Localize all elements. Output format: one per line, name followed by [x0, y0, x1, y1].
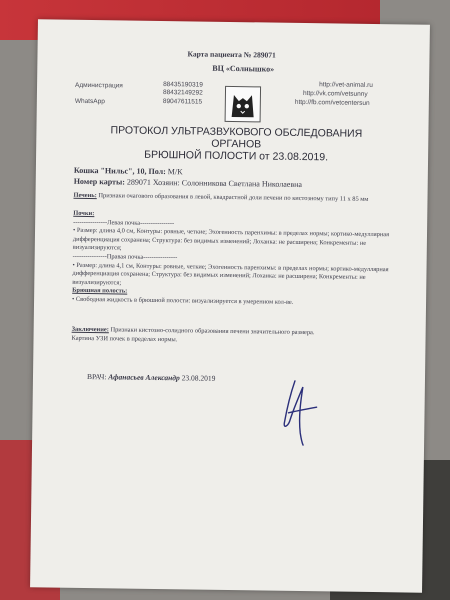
card-owner-value: 289071 Хозяин: Солонникова Светлана Николаевна [126, 177, 303, 189]
right-kidney-header: ----------------Правая почка---------------- [72, 252, 178, 262]
contact-label-admin: Администрация [75, 81, 123, 90]
doctor-date: 23.08.2019 [181, 373, 216, 383]
contact-link-site[interactable]: http://vet-animal.ru [319, 81, 373, 89]
doctor-signature [280, 377, 321, 448]
card-label: Карта пациента № [187, 49, 252, 60]
card-owner-line [74, 177, 302, 189]
doctor-name: Афанасьев Александр [108, 372, 180, 383]
animal-line [74, 166, 183, 177]
kidneys-section [72, 210, 393, 309]
animal-label: Кошка "Нильс", 10, Пол: [73, 165, 166, 177]
title-line-1: ПРОТОКОЛ УЛЬТРАЗВУКОВОГО ОБСЛЕДОВАНИЯ ОРГАНОВ [110, 124, 363, 151]
liver-section [73, 192, 393, 205]
contact-label-whatsapp: WhatsApp [74, 97, 105, 106]
contact-link-vk[interactable]: http://vk.com/vetsunny [302, 89, 368, 98]
card-number: 289071 [253, 50, 276, 60]
contact-link-fb[interactable]: http://fb.com/vetcentersun [294, 98, 370, 107]
contact-phone-1: 88435190319 [163, 81, 203, 89]
liver-text: Признаки очагового образования в левой, квадрастной доли печени по кистозному типу 11 х 85 мм [98, 192, 369, 203]
animal-sex: М/К [167, 167, 183, 177]
protocol-title [91, 124, 381, 164]
kidneys-label: Почки: [73, 209, 95, 218]
conclusion-text-2: Картина УЗИ почек в пределах нормы. [71, 334, 178, 343]
clinic-name: ВЦ «Солнышко» [212, 63, 275, 74]
abdominal-text: • Свободная жидкость в брюшной полости: визуализируется в умеренном кол-ве. [72, 295, 294, 306]
contact-phone-3: 89047611515 [162, 98, 203, 106]
card-number-label: Номер карты: [73, 176, 125, 187]
conclusion-section [71, 326, 391, 348]
liver-label: Печень: [73, 191, 97, 200]
clinic-cat-logo-icon [225, 86, 261, 122]
patient-card-header [187, 49, 275, 59]
title-line-2: БРЮШНОЙ ПОЛОСТИ от 23.08.2019. [144, 148, 329, 164]
contact-phone-2: 88432149292 [162, 89, 203, 97]
conclusion-label: Заключение: [71, 325, 109, 334]
protocol-document [30, 19, 430, 592]
doctor-line [87, 372, 216, 383]
conclusion-text: Признаки кистозно-солидного образования печени значительного размера. [110, 326, 315, 337]
abdominal-label: Брюшная полость: [72, 287, 128, 295]
doctor-label: ВРАЧ: [86, 372, 107, 382]
left-kidney-header: ----------------Левая почка---------------- [73, 218, 175, 227]
left-kidney-text: • Размер: длина 4,0 см, Контуры: ровные, четкие; Эхогенность паренхимы: в пределах нормы; кортико-медуллярная дифференциация сохранена; Структура: без видимых изменений; Лоханка: не расширена; Конкременты: не визуализируются; [72, 226, 390, 252]
right-kidney-text: • Размер: длина 4,1 см, Контуры: ровные, четкие; Эхогенность паренхимы: в пределах нормы; кортико-медуллярная дифференциация сохранена; Структура: без видимых изменений; Лоханка: не расширена; Конкременты: не визуализируются; [72, 261, 389, 287]
